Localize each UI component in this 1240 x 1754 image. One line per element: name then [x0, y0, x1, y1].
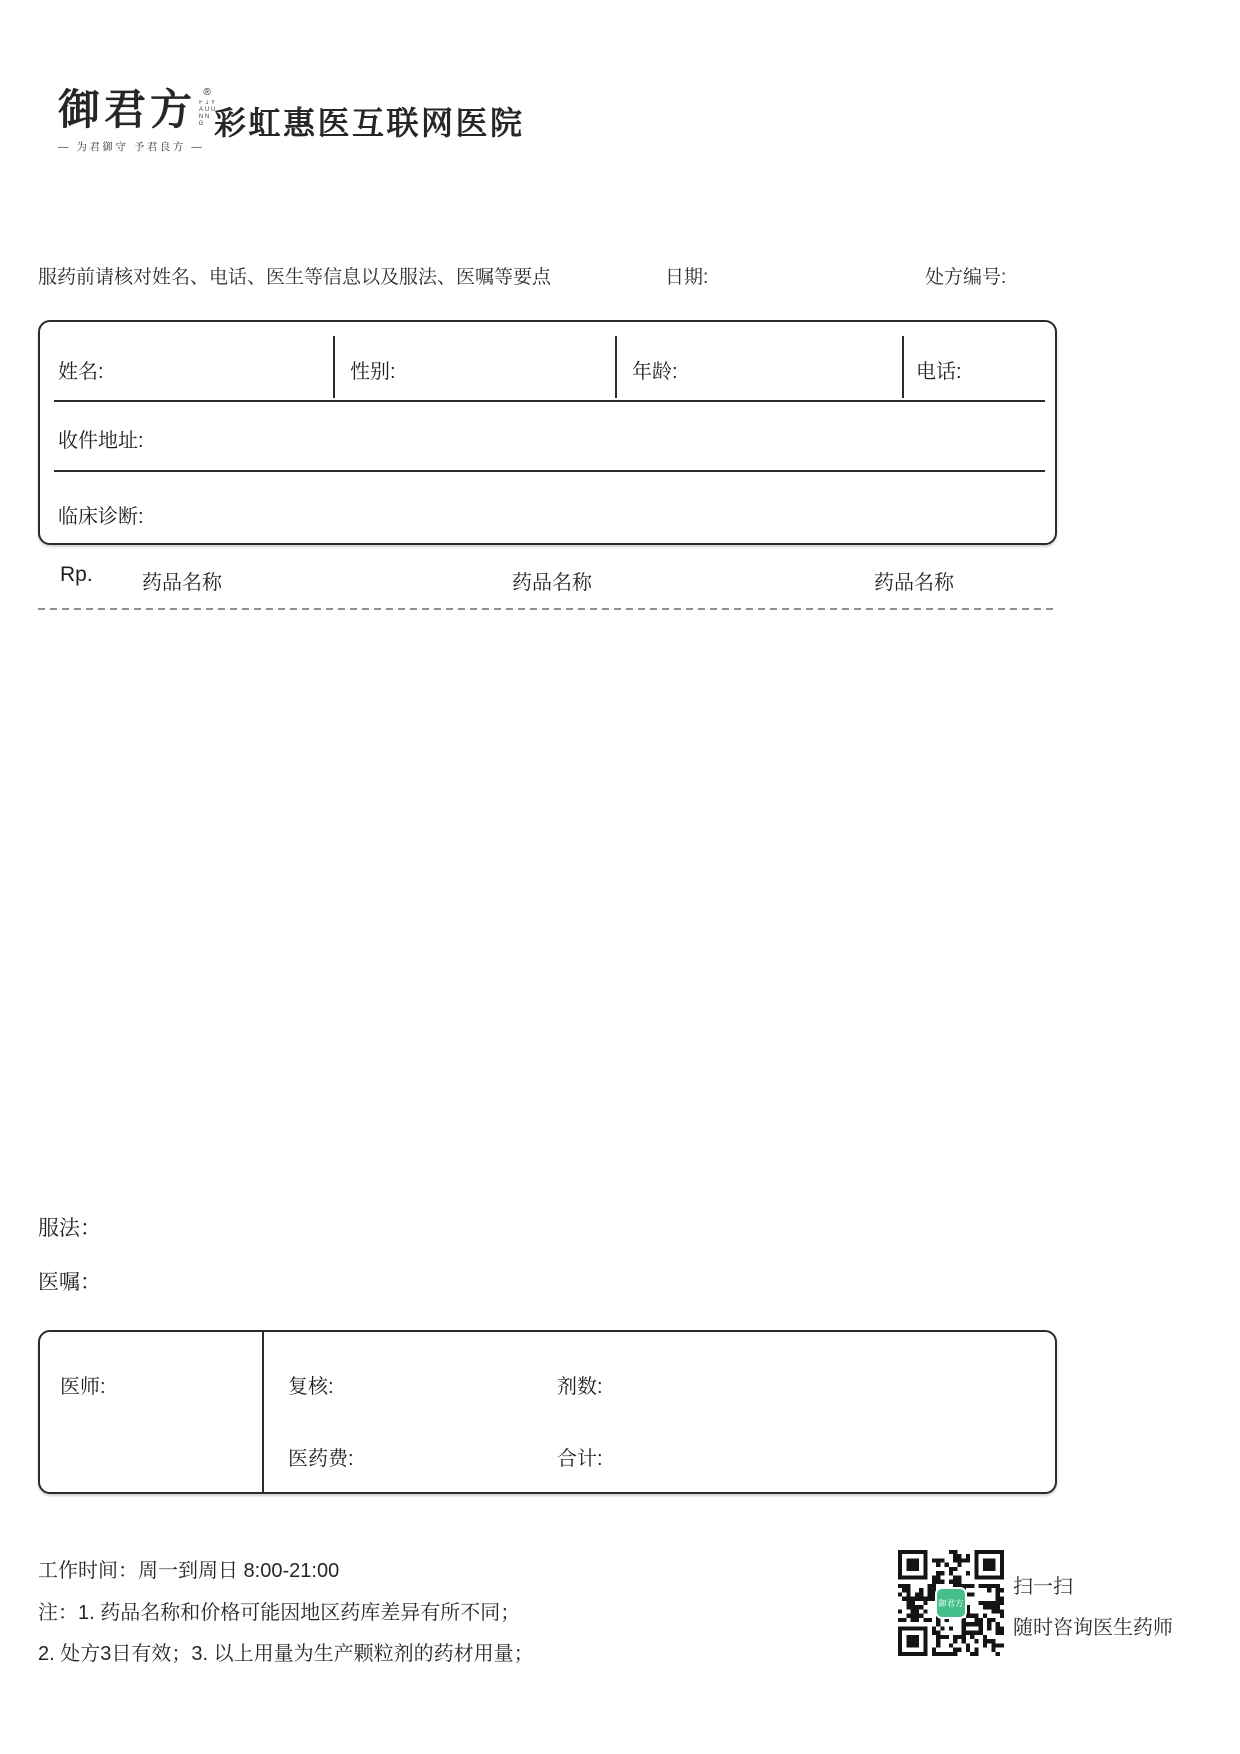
rp-label: Rp. — [60, 563, 93, 586]
patient-age-label: 年龄: — [632, 361, 678, 383]
row-divider — [54, 400, 1045, 402]
medicine-fee-label: 医药费: — [288, 1448, 354, 1470]
verification-notice: 服药前请核对姓名、电话、医生等信息以及服法、医嘱等要点 — [38, 267, 552, 288]
column-divider — [615, 336, 617, 398]
patient-name-label: 姓名: — [58, 361, 104, 383]
doctor-advice-label: 医嘱： — [38, 1271, 101, 1294]
signoff-box — [38, 1330, 1057, 1494]
brand-slogan: — 为君御守 予君良方 — — [58, 141, 205, 153]
row-divider — [54, 470, 1045, 472]
column-divider — [262, 1332, 264, 1492]
dashed-divider — [38, 608, 1053, 610]
patient-gender-label: 性别: — [350, 361, 396, 383]
drug-name-column-header: 药品名称 — [874, 572, 954, 594]
date-label: 日期: — [665, 267, 709, 288]
brand-latin-name: YU JUN FANG — [198, 100, 217, 128]
brand-name: 御君方 — [58, 85, 197, 134]
footnote-line-2: 2. 处方3日有效；3. 以上用量为生产颗粒剂的药材用量； — [38, 1643, 534, 1665]
reviewer-label: 复核: — [288, 1376, 334, 1398]
patient-phone-label: 电话: — [916, 361, 962, 383]
brand-logo — [58, 86, 216, 154]
clinical-diagnosis-label: 临床诊断: — [58, 506, 144, 528]
qr-code — [898, 1550, 1004, 1656]
physician-label: 医师: — [60, 1376, 106, 1398]
qr-caption-consult: 随时咨询医生药师 — [1013, 1617, 1173, 1639]
column-divider — [902, 336, 904, 398]
usage-method-label: 服法： — [38, 1217, 101, 1240]
footnote-line-1: 注：1. 药品名称和价格可能因地区药库差异有所不同； — [38, 1602, 521, 1624]
qr-caption-scan: 扫一扫 — [1013, 1576, 1073, 1598]
drug-name-column-header: 药品名称 — [142, 572, 222, 594]
patient-info-box — [38, 320, 1057, 545]
doses-count-label: 剂数: — [557, 1376, 603, 1398]
drug-name-column-header: 药品名称 — [512, 572, 592, 594]
qr-center-brand-logo: 御君方 — [935, 1587, 967, 1619]
prescription-number-label: 处方编号: — [925, 267, 1007, 288]
hospital-title: 彩虹惠医互联网医院 — [214, 105, 525, 141]
registered-trademark-icon: ® — [203, 87, 211, 98]
work-hours-text: 工作时间：周一到周日 8:00-21:00 — [38, 1560, 340, 1582]
column-divider — [333, 336, 335, 398]
total-label: 合计: — [557, 1448, 603, 1470]
shipping-address-label: 收件地址: — [58, 430, 144, 452]
